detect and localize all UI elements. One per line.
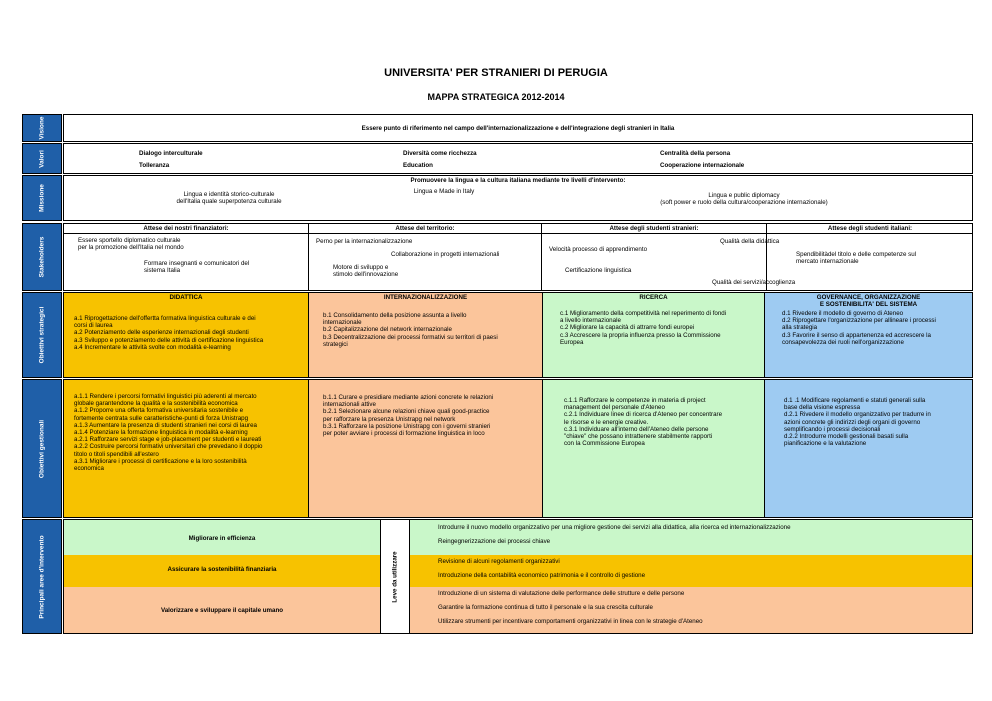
valori-tolleranza: Tolleranza: [139, 162, 170, 169]
aree-box: [63, 519, 973, 634]
stake-stranieri-a: Qualità della didattica: [720, 238, 780, 245]
stake-finanziatori-a: Essere sportello diplomatico culturale per la promozione dell'Italia nel mondo: [78, 237, 184, 252]
leve3-item-1: Garantire la formazione continua di tutto il personale e la sua crescita culturale: [438, 604, 653, 611]
stake-territorio-b: Collaborazione in progetti internazionali: [391, 251, 500, 258]
leve2-item-0: Revisione di alcuni regolamenti organizzativi: [438, 558, 560, 565]
stake-territorio-c: Motore di sviluppo e stimolo dell'innovazione: [333, 264, 399, 279]
visione-text: Essere punto di riferimento nel campo dell'internazionalizzazione e dell'integrazione degli stranieri in Italia: [361, 125, 675, 132]
row-label-stakeholders: Stakeholders: [22, 223, 62, 291]
stake-territorio-header: Attese del territorio:: [395, 225, 455, 232]
valori-diversita: Diversità come ricchezza: [403, 150, 477, 157]
gest-didattica: [63, 379, 309, 518]
strat-ricerca-list: c.1 Miglioramento della competitività nel reperimento di fondi a livello internazionale c.2 Migliorare la capacità di attrarre fondi europei c.3 Accrescere la propria influenza presso la Commissione Europea: [560, 310, 727, 346]
leve-capitale-umano: [410, 587, 972, 633]
leve2-item-1: Introduzione della contabilità economico patrimonia e il controllo di gestione: [438, 572, 646, 579]
gest-governance-list: d.1 .1 Modificare regolamenti e statuti generali sulla base della visione espressa d.2.1 Rivedere il modello organizzativo per tradurre in azioni concrete gli indirizzi degli organi di governo semplificando i processi decisionali d.2.2 Introdurre modelli gestionali basati sulla pianificazione e la valutazione: [784, 397, 931, 448]
strat-governance-list: d.1 Rivedere il modello di governo di Ateneo d.2 Riprogettare l'organizzazione per allineare i processi alla strategia d.3 Favorire il senso di appartenenza ed accrescere la consapevolezza dei ruoli nell'organizzazione: [782, 310, 936, 346]
stake-finanziatori-b: Formare insegnanti e comunicatori del sistema Italia: [144, 260, 250, 275]
stake-stranieri-header: Attese degli studenti stranieri:: [609, 225, 699, 232]
area-sostenibilita-label: Assicurare la sostenibilità finanziaria: [167, 566, 277, 573]
valori-centralita: Centralità della persona: [660, 150, 731, 157]
stake-stranieri-d: Qualità dei servizi/accoglienza: [712, 279, 796, 286]
missione-box: [63, 175, 973, 221]
row-label-valori: Valori: [22, 143, 62, 174]
leve-efficienza: [410, 520, 972, 555]
university-title: UNIVERSITA' PER STRANIERI DI PERUGIA: [384, 67, 608, 79]
gest-didattica-list: a.1.1 Rendere i percorsi formativi linguistici più aderenti al mercato globale garantendone la qualità e la sostenibilità economica a.1.2 Proporre una offerta formativa universitaria sostenibile e fortemente centrata sulle caratteristiche-punti di forza Unistrapg a.1.3 Aumentare la presenza di studenti stranieri nei corsi di laurea a.1.4 Potenziare la formazione linguistica in modalità e-learning a.2.1 Rafforzare servizi stage e job-placement per studenti e laureati a.2.2 Costruire percorsi formativi universitari che prevedano il doppio titolo o titoli spendibili all'estero a.3.1 Migliorare i processi di certificazione e la loro sostenibilità economica: [74, 393, 263, 473]
valori-education: Education: [403, 162, 433, 169]
valori-box: [63, 143, 973, 174]
strat-didattica: [63, 292, 309, 378]
strat-ricerca: [542, 292, 765, 378]
row-label-obiettivi-strategici: Obiettivi strategici: [22, 292, 62, 378]
area-efficienza-label: Migliorare in efficienza: [188, 535, 256, 542]
visione-box: [63, 114, 973, 142]
leve1-item-0: Introdurre il nuovo modello organizzativo per una migliore gestione dei servizi alla didattica, alla ricerca ed internazionalizzazione: [438, 524, 791, 531]
row-label-missione: Missione: [22, 175, 62, 221]
area-sostenibilita: [64, 555, 380, 587]
gest-ricerca-list: c.1.1 Rafforzare le competenze in materia di project management del personale d'Ateneo c.2.1 Individuare linee di ricerca d'Ateneo per concentrare le risorse e le energie creative. c.3.1 Individuare all'interno dell'Ateneo delle persone "chiave" che possano intrattenere stabilmente rapporti con la Commissione Europea: [564, 397, 723, 448]
valori-dialogo: Dialogo interculturale: [139, 150, 203, 157]
valori-cooperazione: Cooperazione internazionale: [660, 162, 745, 169]
strat-intern-title: INTERNAZIONALIZZAZIONE: [383, 294, 468, 301]
area-capitale-label: Valorizzare e sviluppare il capitale umano: [160, 607, 284, 614]
strat-governance: [764, 292, 973, 378]
strat-internazionalizzazione: [308, 292, 543, 378]
stake-stranieri-c: Certificazione linguistica: [565, 267, 632, 274]
gest-internazionalizzazione: [308, 379, 543, 518]
strat-didattica-title: DIDATTICA: [169, 294, 203, 301]
row-label-visione: Visione: [22, 114, 62, 142]
missione-item-2: Lingua e Made in Italy: [413, 188, 475, 195]
missione-item-3: Lingua e public diplomacy (soft power e ruolo della cultura/cooperazione internazionale): [660, 192, 828, 207]
strat-governance-title: GOVERNANCE, ORGANIZZAZIONE E SOSTENIBILITA' DEL SISTEMA: [816, 294, 921, 309]
gest-governance: [764, 379, 973, 518]
missione-item-1: Lingua e identità storico-culturale dell'Italia quale superpotenza culturale: [176, 191, 282, 206]
map-title: MAPPA STRATEGICA 2012-2014: [427, 92, 565, 102]
missione-header: Promuovere la lingua e la cultura italiana mediante tre livelli d'intervento:: [410, 177, 626, 184]
stake-finanziatori-header: Attese dei nostri finanziatori:: [143, 225, 229, 232]
leve3-item-2: Utilizzare strumenti per incentivare comportamenti organizzativi in linea con le strategie d'Ateneo: [438, 618, 703, 625]
area-efficienza: [64, 520, 380, 555]
stake-italiani-header: Attese degli studenti italiani:: [827, 225, 913, 232]
stake-territorio-a: Perno per la internazionalizzazione: [316, 238, 413, 245]
stake-italiani-a: Spendibilitàdel titolo e delle competenze sul mercato internazionale: [796, 251, 917, 266]
row-label-obiettivi-gestionali: Obiettivi gestionali: [22, 379, 62, 518]
strat-intern-list: b.1 Consolidamento della posizione assunta a livello internazionale b.2 Capitalizzazione del network internazionale b.3 Decentralizzazione dei processi formativi su territori di paesi strategici: [323, 312, 498, 348]
leve-sostenibilita: [410, 555, 972, 587]
strat-didattica-list: a.1 Riprogettazione dell'offertta formativa linguistica culturale e dei corsi di laurea a.2 Potenziamento delle esperienze internazionali degli studenti a.3 Sviluppo e potenziamento delle attività di certificazione linguistica a.4 Incrementare le attività svolte con modalità e-learning: [74, 315, 264, 351]
leve-column: [380, 520, 410, 633]
gest-ricerca: [542, 379, 765, 518]
leve1-item-1: Reingegnerizzazione dei processi chiave: [438, 538, 551, 545]
stake-stranieri-b: Velocità processo di apprendimento: [549, 246, 648, 253]
leve3-item-0: Introduzione di un sistema di valutazione delle performance delle strutture e delle persone: [438, 590, 685, 597]
gest-intern-list: b.1.1 Curare e presidiare mediante azioni concrete le relazioni internazionali attive b.2.1 Selezionare alcune relazioni chiave quali good-practice per rafforzare la presenza Unistrapg nel network b.3.1 Rafforzare la posizione Unistrapg con i governi stranieri per poter avviare i processi di formazione linguistica in loco: [323, 394, 494, 438]
area-capitale-umano: [64, 587, 380, 633]
row-label-aree-intervento: Principali aree d'intervento: [22, 519, 62, 634]
leve-label: Leve da utilizzare: [391, 550, 399, 603]
strat-ricerca-title: RICERCA: [639, 294, 668, 301]
stakeholders-box: [63, 223, 973, 291]
